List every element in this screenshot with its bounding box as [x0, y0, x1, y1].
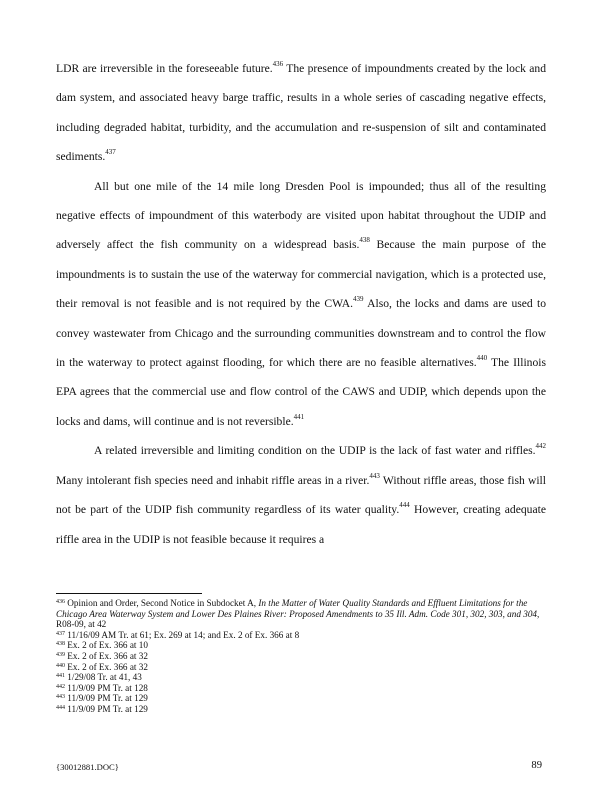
footnote-ref[interactable]: 438 [359, 236, 370, 245]
text-run: The Illinois EPA agrees that the commercial use and flow control of the CAWS and UDIP, which depends upon the locks and dams, will continue and is not reversible. [56, 356, 546, 428]
text-run: A related irreversible and limiting condition on the UDIP is the lack of fast water and riffles. [94, 444, 536, 458]
footnote-text: 11/16/09 AM Tr. at 61; Ex. 269 at 14; and Ex. 2 of Ex. 366 at 8 [65, 629, 300, 640]
paragraph-1 [56, 54, 546, 172]
footnote-text: 11/9/09 PM Tr. at 128 [65, 682, 148, 693]
footnote-text: 11/9/09 PM Tr. at 129 [65, 703, 148, 714]
footnote-ref[interactable]: 436 [272, 60, 284, 68]
text-run: Also, the locks and dams are used to convey wastewater from Chicago and the surrounding communities downstream and to control the flow in the waterway to protect against flooding, for which there are no feasible alternatives. [56, 297, 546, 370]
document-id: {30012881.DOC} [56, 762, 119, 772]
footnote-number: 438 [56, 641, 65, 648]
footnote [56, 704, 546, 715]
footnote-number: 441 [56, 673, 65, 680]
footnotes [56, 598, 546, 715]
footnote-number: 436 [56, 599, 65, 605]
footnote-number: 444 [56, 704, 65, 711]
footnote [56, 672, 546, 683]
footnote [56, 651, 546, 662]
footnote [56, 693, 546, 704]
footnote-number: 442 [56, 683, 65, 690]
footnote-ref[interactable]: 442 [535, 442, 546, 451]
footnote-divider [56, 593, 202, 594]
text-run: Many intolerant fish species need and inhabit riffle areas in a river. [56, 473, 370, 487]
footnote-ref[interactable]: 439 [353, 295, 364, 304]
paragraph-3 [56, 436, 546, 554]
paragraph-2 [56, 172, 546, 437]
footnote [56, 630, 546, 641]
body-text [56, 54, 546, 554]
footnote-ref[interactable]: 440 [476, 354, 488, 363]
footnote-number: 443 [56, 694, 65, 701]
footnote-text: Ex. 2 of Ex. 366 at 32 [65, 661, 148, 672]
text-run: However, creating adequate riffle area in the UDIP is not feasible because it requires a [56, 503, 546, 546]
footnote [56, 598, 546, 630]
footnote-ref[interactable]: 443 [369, 471, 380, 480]
footnote [56, 683, 546, 694]
footnote-ref[interactable]: 444 [399, 501, 410, 510]
footnote-case-title: In the Matter of Water Quality Standards and Effluent Limitations for the Chicago Area Waterway System and Lower Des Plaines River: Proposed Amendments to 35 Ill. Adm. Code 301, 302, 303, and 304 [56, 598, 538, 619]
footnote-number: 437 [56, 630, 65, 637]
footnote-ref[interactable]: 441 [293, 412, 305, 421]
footnote-text: 11/9/09 PM Tr. at 129 [65, 693, 148, 704]
footnote-number: 439 [56, 651, 65, 658]
footnote-text: , R08-09, at 42 [56, 608, 540, 630]
text-run: LDR are irreversible in the foreseeable future. [56, 62, 273, 75]
footnote-text: Opinion and Order, Second Notice in Subdocket A, [65, 598, 259, 608]
text-run: The presence of impoundments created by the lock and dam system, and associated heavy barge traffic, results in a whole series of cascading negative effects, including degraded habitat, turbidity, and the accumulation and re-suspension of silt and contaminated sediments. [56, 62, 546, 164]
page-number: 89 [531, 760, 542, 771]
footnote-number: 440 [56, 662, 65, 669]
footnote-text: Ex. 2 of Ex. 366 at 10 [65, 640, 148, 651]
footnote-text: 1/29/08 Tr. at 41, 43 [65, 672, 142, 683]
footnote-ref[interactable]: 437 [105, 148, 116, 157]
text-run: All but one mile of the 14 mile long Dresden Pool is impounded; thus all of the resulting negative effects of impoundment of this waterbody are visited upon habitat throughout the UDIP and adversely affect the fish community on a widespread basis. [56, 179, 546, 252]
text-run: Because the main purpose of the impoundments is to sustain the use of the waterway for commercial navigation, which is a protected use, their removal is not feasible and is not required by the CWA. [56, 238, 546, 311]
footnote [56, 662, 546, 673]
text-run: Without riffle areas, those fish will not be part of the UDIP fish community regardless of its water quality. [56, 473, 546, 517]
footnote-text: Ex. 2 of Ex. 366 at 32 [65, 650, 148, 661]
footnote [56, 640, 546, 651]
